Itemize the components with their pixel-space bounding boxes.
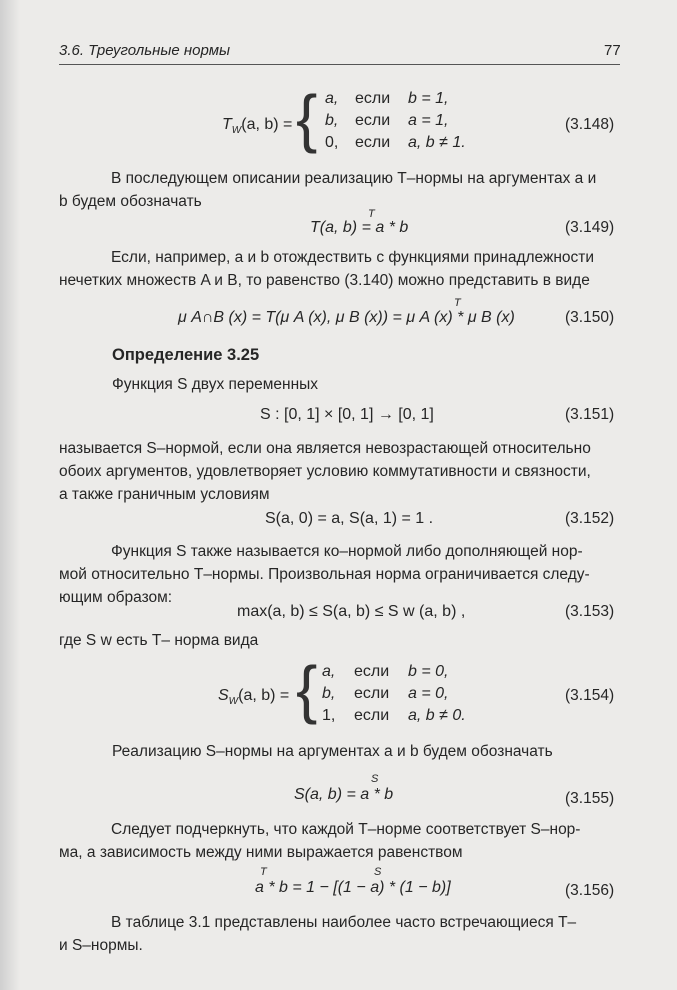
- eq155-number: (3.155): [565, 790, 615, 807]
- paragraph-2: Если, например, a и b отождествить с функциями принадлежности нечетких множеств A и B, то равенство (3.140) можно представить в виде: [59, 249, 595, 289]
- paragraph-5: Функция S также называется ко–нормой либо дополняющей нор- мой относительно T–нормы. Произвольная норма ограничивается следу- ющим образом:: [59, 543, 590, 606]
- eq154-number: (3.154): [565, 687, 615, 704]
- eq156-number: (3.156): [565, 882, 615, 899]
- eq148-case-2: b, если a = 1,: [325, 112, 449, 129]
- eq148-case-1: a, если b = 1,: [325, 90, 449, 107]
- paragraph-4: называется S–нормой, если она является невозрастающей относительно обоих аргументов, удовлетворяет условию коммутативности и связности, а также граничным условиям: [59, 440, 591, 503]
- eq155-op-label: S: [371, 773, 379, 785]
- left-brace: {: [296, 653, 318, 725]
- paragraph-3: Функция S двух переменных: [112, 376, 319, 393]
- eq149-op-label: T: [368, 208, 375, 220]
- eq154-case-1: a, если b = 0,: [322, 663, 449, 680]
- eq150-op-label: T: [454, 297, 461, 309]
- eq151-formula: S : [0, 1] × [0, 1] → [0, 1]: [260, 406, 434, 423]
- eq154-lhs: $S_W(a$, b) =: [218, 687, 290, 708]
- header-rule: [59, 64, 620, 65]
- eq155-formula: S(a, b) = a * b: [294, 786, 394, 803]
- eq156-op-label-s: S: [374, 866, 382, 878]
- paragraph-9: В таблице 3.1 представлены наиболее часто встречающиеся T– и S–нормы.: [59, 914, 577, 954]
- eq149-number: (3.149): [565, 219, 615, 236]
- definition-heading: Определение 3.25: [112, 346, 260, 364]
- eq150-formula: μ A∩B (x) = T(μ A (x), μ B (x)) = μ A (x) * μ B (x): [178, 309, 515, 326]
- eq148-lhs: $T_W(a$, b) =: [222, 116, 293, 137]
- eq156-formula: a * b = 1 − [(1 − a) * (1 − b)]: [255, 879, 451, 896]
- page-number: 77: [604, 42, 621, 59]
- eq148-number: (3.148): [565, 116, 615, 133]
- page-edge-shadow: [0, 0, 20, 990]
- eq152-formula: S(a, 0) = a, S(a, 1) = 1 .: [265, 510, 434, 527]
- running-header-title: 3.6. Треугольные нормы: [59, 42, 231, 59]
- paragraph-1: В последующем описании реализацию T–нормы на аргументах a и b будем обозначать: [59, 170, 597, 210]
- left-brace: {: [296, 82, 318, 154]
- paragraph-6: где S w есть T– норма вида: [59, 632, 259, 649]
- eq151-number: (3.151): [565, 406, 615, 423]
- eq150-number: (3.150): [565, 309, 615, 326]
- eq156-op-label-t: T: [260, 866, 267, 878]
- eq154-case-3: 1, если a, b ≠ 0.: [322, 707, 466, 724]
- eq153-formula: max(a, b) ≤ S(a, b) ≤ S w (a, b) ,: [237, 603, 466, 620]
- paragraph-8: Следует подчеркнуть, что каждой T–норме соответствует S–нор- ма, а зависимость между ними выражается равенством: [59, 821, 581, 861]
- eq153-number: (3.153): [565, 603, 615, 620]
- eq149-formula: T(a, b) = a * b: [310, 219, 409, 236]
- eq154-case-2: b, если a = 0,: [322, 685, 449, 702]
- eq148-case-3: 0, если a, b ≠ 1.: [325, 134, 466, 151]
- eq152-number: (3.152): [565, 510, 615, 527]
- paragraph-7: Реализацию S–нормы на аргументах a и b будем обозначать: [112, 743, 553, 760]
